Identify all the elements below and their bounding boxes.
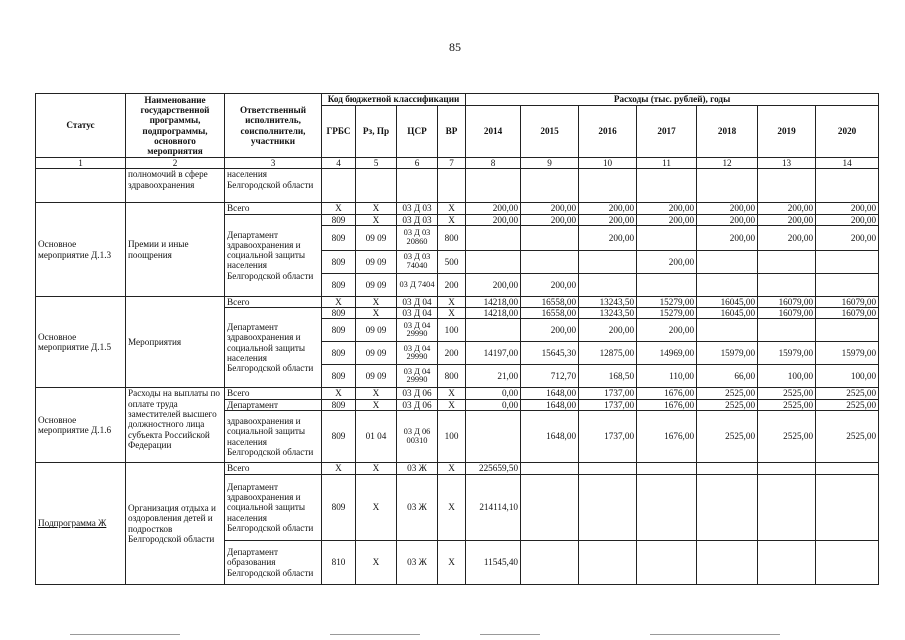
table-cell: 13243,50 bbox=[579, 296, 637, 307]
table-cell bbox=[521, 541, 579, 585]
table-cell: 2525,00 bbox=[758, 388, 816, 399]
header-year-2018: 2018 bbox=[697, 106, 758, 158]
table-cell: 14969,00 bbox=[637, 342, 697, 365]
header-name: Наименование государственной программы, подпрограммы, основного мероприятия bbox=[126, 94, 225, 158]
table-cell: 168,50 bbox=[579, 365, 637, 388]
header-year-2016: 2016 bbox=[579, 106, 637, 158]
header-grbs: ГРБС bbox=[322, 106, 356, 158]
table-cell: 200,00 bbox=[637, 214, 697, 225]
col-num: 3 bbox=[225, 158, 322, 169]
table-row bbox=[36, 463, 879, 475]
table-cell: 01 04 bbox=[356, 411, 397, 463]
table-cell: 16558,00 bbox=[521, 308, 579, 319]
table-cell: 200,00 bbox=[697, 203, 758, 214]
budget-table bbox=[35, 93, 879, 585]
col-num: 10 bbox=[579, 158, 637, 169]
table-cell: 200,00 bbox=[579, 203, 637, 214]
table-row bbox=[36, 388, 879, 399]
header-year-2014: 2014 bbox=[466, 106, 521, 158]
table-cell: 15279,00 bbox=[637, 296, 697, 307]
header-status: Статус bbox=[36, 94, 126, 158]
table-cell: 200,00 bbox=[697, 214, 758, 225]
table-cell: 03 Д 03 bbox=[397, 214, 438, 225]
table-cell: 15645,30 bbox=[521, 342, 579, 365]
table-cell bbox=[637, 225, 697, 250]
table-cell: 110,00 bbox=[637, 365, 697, 388]
table-cell bbox=[697, 475, 758, 541]
table-cell: 1737,00 bbox=[579, 411, 637, 463]
col-num: 7 bbox=[438, 158, 466, 169]
table-cell bbox=[758, 463, 816, 475]
table-cell bbox=[579, 250, 637, 273]
table-cell: 500 bbox=[438, 250, 466, 273]
table-cell bbox=[521, 169, 579, 203]
header-rzpr: Рз, Пр bbox=[356, 106, 397, 158]
table-cell: 14218,00 bbox=[466, 296, 521, 307]
table-cell: 12875,00 bbox=[579, 342, 637, 365]
table-cell: 15979,00 bbox=[816, 342, 879, 365]
table-cell: 200 bbox=[438, 342, 466, 365]
table-cell: 03 Д 04 29990 bbox=[397, 342, 438, 365]
header-responsible: Ответственный исполнитель, соисполнители, участники bbox=[225, 94, 322, 158]
table-cell bbox=[758, 169, 816, 203]
table-cell: 809 bbox=[322, 319, 356, 342]
table-cell: 15979,00 bbox=[758, 342, 816, 365]
col-num: 8 bbox=[466, 158, 521, 169]
table-cell bbox=[637, 475, 697, 541]
table-cell: 200,00 bbox=[466, 203, 521, 214]
table-cell: 09 09 bbox=[356, 273, 397, 296]
header-csr: ЦСР bbox=[397, 106, 438, 158]
table-cell bbox=[816, 475, 879, 541]
table-cell: 03 Д 04 29990 bbox=[397, 319, 438, 342]
table-cell: 1737,00 bbox=[579, 388, 637, 399]
table-row bbox=[36, 296, 879, 307]
table-cell: 200,00 bbox=[579, 225, 637, 250]
dept-d13: Департамент здравоохранения и социальной защиты населения Белгородской области bbox=[225, 214, 322, 296]
table-cell bbox=[521, 463, 579, 475]
table-cell bbox=[521, 225, 579, 250]
table-cell bbox=[697, 250, 758, 273]
table-cell: X bbox=[356, 388, 397, 399]
table-cell: 200,00 bbox=[521, 203, 579, 214]
table-cell bbox=[637, 273, 697, 296]
table-cell: 100,00 bbox=[816, 365, 879, 388]
table-cell bbox=[816, 273, 879, 296]
table-cell: X bbox=[438, 203, 466, 214]
status-d13: Основное мероприятие Д.1.3 bbox=[36, 203, 126, 297]
table-cell: 712,70 bbox=[521, 365, 579, 388]
table-cell: X bbox=[356, 296, 397, 307]
table-cell bbox=[697, 169, 758, 203]
page-bottom-scan-lines bbox=[0, 628, 905, 640]
name-d16: Расходы на выплаты по оплате труда заместителей высшего должностного лица субъекта Российской Федерации bbox=[126, 388, 225, 463]
table-cell: 225659,50 bbox=[466, 463, 521, 475]
table-cell: 810 bbox=[322, 541, 356, 585]
table-cell: 03 Д 04 bbox=[397, 308, 438, 319]
table-cell: X bbox=[438, 296, 466, 307]
table-cell: 15279,00 bbox=[637, 308, 697, 319]
table-cell: X bbox=[438, 214, 466, 225]
dept-d16-rest: здравоохранения и социальной защиты населения Белгородской области bbox=[225, 411, 322, 463]
table-cell: 2525,00 bbox=[816, 411, 879, 463]
col-num: 12 bbox=[697, 158, 758, 169]
table-cell: 214114,10 bbox=[466, 475, 521, 541]
table-cell: 0,00 bbox=[466, 388, 521, 399]
header-year-2020: 2020 bbox=[816, 106, 879, 158]
table-cell: 03 Д 03 20860 bbox=[397, 225, 438, 250]
table-cell: 03 Д 04 29990 bbox=[397, 365, 438, 388]
table-cell: X bbox=[438, 308, 466, 319]
table-cell: 16079,00 bbox=[758, 296, 816, 307]
table-cell: 200,00 bbox=[758, 203, 816, 214]
table-cell: 16558,00 bbox=[521, 296, 579, 307]
table-cell: 100 bbox=[438, 319, 466, 342]
col-num: 1 bbox=[36, 158, 126, 169]
table-cell: 03 Ж bbox=[397, 463, 438, 475]
table-cell: 09 09 bbox=[356, 250, 397, 273]
table-cell: X bbox=[438, 399, 466, 410]
header-budget-code: Код бюджетной классификации bbox=[322, 94, 466, 106]
table-cell: 2525,00 bbox=[758, 399, 816, 410]
table-cell: 200,00 bbox=[521, 319, 579, 342]
table-cell: 2525,00 bbox=[697, 399, 758, 410]
table-cell: 200,00 bbox=[466, 273, 521, 296]
table-cell: 0,00 bbox=[466, 399, 521, 410]
table-cell bbox=[579, 169, 637, 203]
table-cell: X bbox=[356, 399, 397, 410]
table-cell: 809 bbox=[322, 399, 356, 410]
table-cell: X bbox=[356, 214, 397, 225]
carry-name: полномочий в сфере здравоохранения bbox=[126, 169, 225, 203]
table-cell: 03 Д 06 bbox=[397, 388, 438, 399]
table-cell: 16079,00 bbox=[816, 296, 879, 307]
table-cell: 200,00 bbox=[521, 273, 579, 296]
table-cell: 200,00 bbox=[697, 225, 758, 250]
carry-responsible: населения Белгородской области bbox=[225, 169, 322, 203]
table-cell: X bbox=[322, 203, 356, 214]
page-number: 85 bbox=[449, 40, 461, 54]
column-number-row bbox=[36, 158, 879, 169]
table-cell bbox=[816, 169, 879, 203]
table-cell bbox=[466, 225, 521, 250]
col-num: 6 bbox=[397, 158, 438, 169]
table-cell: 16079,00 bbox=[758, 308, 816, 319]
table-cell bbox=[579, 475, 637, 541]
table-cell: 03 Д 7404 bbox=[397, 273, 438, 296]
table-cell: X bbox=[322, 388, 356, 399]
table-cell bbox=[579, 541, 637, 585]
table-cell: 21,00 bbox=[466, 365, 521, 388]
table-cell: 809 bbox=[322, 308, 356, 319]
table-cell bbox=[758, 319, 816, 342]
table-cell: 16079,00 bbox=[816, 308, 879, 319]
table-cell: 14218,00 bbox=[466, 308, 521, 319]
total-label: Всего bbox=[225, 463, 322, 475]
table-cell bbox=[758, 250, 816, 273]
table-cell: 809 bbox=[322, 250, 356, 273]
table-cell: 15979,00 bbox=[697, 342, 758, 365]
table-cell bbox=[466, 250, 521, 273]
col-num: 13 bbox=[758, 158, 816, 169]
status-d15: Основное мероприятие Д.1.5 bbox=[36, 296, 126, 388]
col-num: 9 bbox=[521, 158, 579, 169]
table-cell bbox=[758, 541, 816, 585]
total-label: Всего bbox=[225, 388, 322, 399]
table-cell: 14197,00 bbox=[466, 342, 521, 365]
table-cell: 09 09 bbox=[356, 365, 397, 388]
table-cell: 1676,00 bbox=[637, 388, 697, 399]
table-cell: 13243,50 bbox=[579, 308, 637, 319]
table-cell: 100,00 bbox=[758, 365, 816, 388]
table-cell bbox=[521, 250, 579, 273]
table-cell: 03 Д 03 74040 bbox=[397, 250, 438, 273]
table-cell: 809 bbox=[322, 225, 356, 250]
table-cell: X bbox=[438, 541, 466, 585]
table-cell: 66,00 bbox=[697, 365, 758, 388]
header-year-2015: 2015 bbox=[521, 106, 579, 158]
col-num: 5 bbox=[356, 158, 397, 169]
col-num: 14 bbox=[816, 158, 879, 169]
table-cell: 200,00 bbox=[637, 203, 697, 214]
table-cell: 200,00 bbox=[637, 319, 697, 342]
table-cell: 1648,00 bbox=[521, 411, 579, 463]
total-label: Всего bbox=[225, 296, 322, 307]
col-num: 11 bbox=[637, 158, 697, 169]
table-cell: 809 bbox=[322, 365, 356, 388]
table-cell: X bbox=[438, 475, 466, 541]
name-d15: Мероприятия bbox=[126, 296, 225, 388]
col-num: 4 bbox=[322, 158, 356, 169]
dept2-zh: Департамент образования Белгородской области bbox=[225, 541, 322, 585]
table-cell: 1648,00 bbox=[521, 399, 579, 410]
table-cell: 16045,00 bbox=[697, 308, 758, 319]
table-cell bbox=[816, 463, 879, 475]
table-cell bbox=[579, 273, 637, 296]
table-cell: 2525,00 bbox=[697, 388, 758, 399]
table-cell: X bbox=[322, 463, 356, 475]
table-cell: 200,00 bbox=[758, 225, 816, 250]
carry-over-row bbox=[36, 169, 879, 203]
table-cell: 809 bbox=[322, 214, 356, 225]
table-cell: 100 bbox=[438, 411, 466, 463]
table-cell: 16045,00 bbox=[697, 296, 758, 307]
name-d13: Премии и иные поощрения bbox=[126, 203, 225, 297]
dept-d15: Департамент здравоохранения и социальной защиты населения Белгородской области bbox=[225, 308, 322, 388]
table-cell: 200,00 bbox=[758, 214, 816, 225]
total-label: Всего bbox=[225, 203, 322, 214]
status-d16: Основное мероприятие Д.1.6 bbox=[36, 388, 126, 463]
table-cell: 200,00 bbox=[579, 214, 637, 225]
table-cell: 809 bbox=[322, 342, 356, 365]
table-cell bbox=[816, 541, 879, 585]
name-zh: Организация отдыха и оздоровления детей и подростков Белгородской области bbox=[126, 463, 225, 585]
table-cell: X bbox=[356, 475, 397, 541]
table-cell: 03 Ж bbox=[397, 541, 438, 585]
table-cell: 200,00 bbox=[816, 225, 879, 250]
table-cell: 200 bbox=[438, 273, 466, 296]
table-cell: 200,00 bbox=[816, 214, 879, 225]
table-cell bbox=[637, 463, 697, 475]
table-row bbox=[36, 203, 879, 214]
table-cell: X bbox=[356, 308, 397, 319]
table-cell: 1648,00 bbox=[521, 388, 579, 399]
table-cell: 809 bbox=[322, 273, 356, 296]
dept-d16-short: Департамент bbox=[225, 399, 322, 410]
table-cell: 03 Д 06 00310 bbox=[397, 411, 438, 463]
table-cell bbox=[466, 411, 521, 463]
table-cell: 1676,00 bbox=[637, 411, 697, 463]
table-cell: 200,00 bbox=[466, 214, 521, 225]
table-cell bbox=[758, 273, 816, 296]
table-cell: 2525,00 bbox=[816, 388, 879, 399]
table-cell: 809 bbox=[322, 411, 356, 463]
table-cell: 200,00 bbox=[521, 214, 579, 225]
table-cell: 800 bbox=[438, 365, 466, 388]
table-cell bbox=[697, 319, 758, 342]
table-cell bbox=[579, 463, 637, 475]
table-cell: 2525,00 bbox=[697, 411, 758, 463]
table-cell: 03 Ж bbox=[397, 475, 438, 541]
table-cell: 809 bbox=[322, 475, 356, 541]
table-cell: X bbox=[322, 296, 356, 307]
table-cell bbox=[637, 541, 697, 585]
table-cell: X bbox=[438, 388, 466, 399]
table-cell bbox=[521, 475, 579, 541]
table-cell bbox=[438, 169, 466, 203]
table-cell: 200,00 bbox=[579, 319, 637, 342]
table-cell bbox=[466, 319, 521, 342]
table-cell: 1676,00 bbox=[637, 399, 697, 410]
col-num: 2 bbox=[126, 158, 225, 169]
table-cell bbox=[816, 250, 879, 273]
table-cell: X bbox=[438, 463, 466, 475]
table-cell bbox=[697, 541, 758, 585]
table-cell bbox=[697, 273, 758, 296]
table-cell: 200,00 bbox=[637, 250, 697, 273]
table-cell: 09 09 bbox=[356, 342, 397, 365]
table-cell: 2525,00 bbox=[758, 411, 816, 463]
table-cell: 1737,00 bbox=[579, 399, 637, 410]
status-zh: Подпрограмма Ж bbox=[36, 463, 126, 585]
table-cell: 800 bbox=[438, 225, 466, 250]
table-cell bbox=[697, 463, 758, 475]
header-year-2017: 2017 bbox=[637, 106, 697, 158]
header-vr: ВР bbox=[438, 106, 466, 158]
table-cell: X bbox=[356, 203, 397, 214]
table-cell bbox=[637, 169, 697, 203]
table-cell: 200,00 bbox=[816, 203, 879, 214]
table-cell bbox=[816, 319, 879, 342]
table-cell bbox=[36, 169, 126, 203]
table-cell: 03 Д 03 bbox=[397, 203, 438, 214]
header-year-2019: 2019 bbox=[758, 106, 816, 158]
header-expenses: Расходы (тыс. рублей), годы bbox=[466, 94, 879, 106]
table-cell: 03 Д 06 bbox=[397, 399, 438, 410]
table-cell: X bbox=[356, 463, 397, 475]
table-cell: 03 Д 04 bbox=[397, 296, 438, 307]
table-cell bbox=[397, 169, 438, 203]
table-cell: 09 09 bbox=[356, 225, 397, 250]
table-cell: 11545,40 bbox=[466, 541, 521, 585]
table-cell bbox=[356, 169, 397, 203]
table-cell: 09 09 bbox=[356, 319, 397, 342]
dept1-zh: Департамент здравоохранения и социальной защиты населения Белгородской области bbox=[225, 475, 322, 541]
table-cell: 2525,00 bbox=[816, 399, 879, 410]
table-cell bbox=[466, 169, 521, 203]
table-cell: X bbox=[356, 541, 397, 585]
table-cell bbox=[322, 169, 356, 203]
table-cell bbox=[758, 475, 816, 541]
